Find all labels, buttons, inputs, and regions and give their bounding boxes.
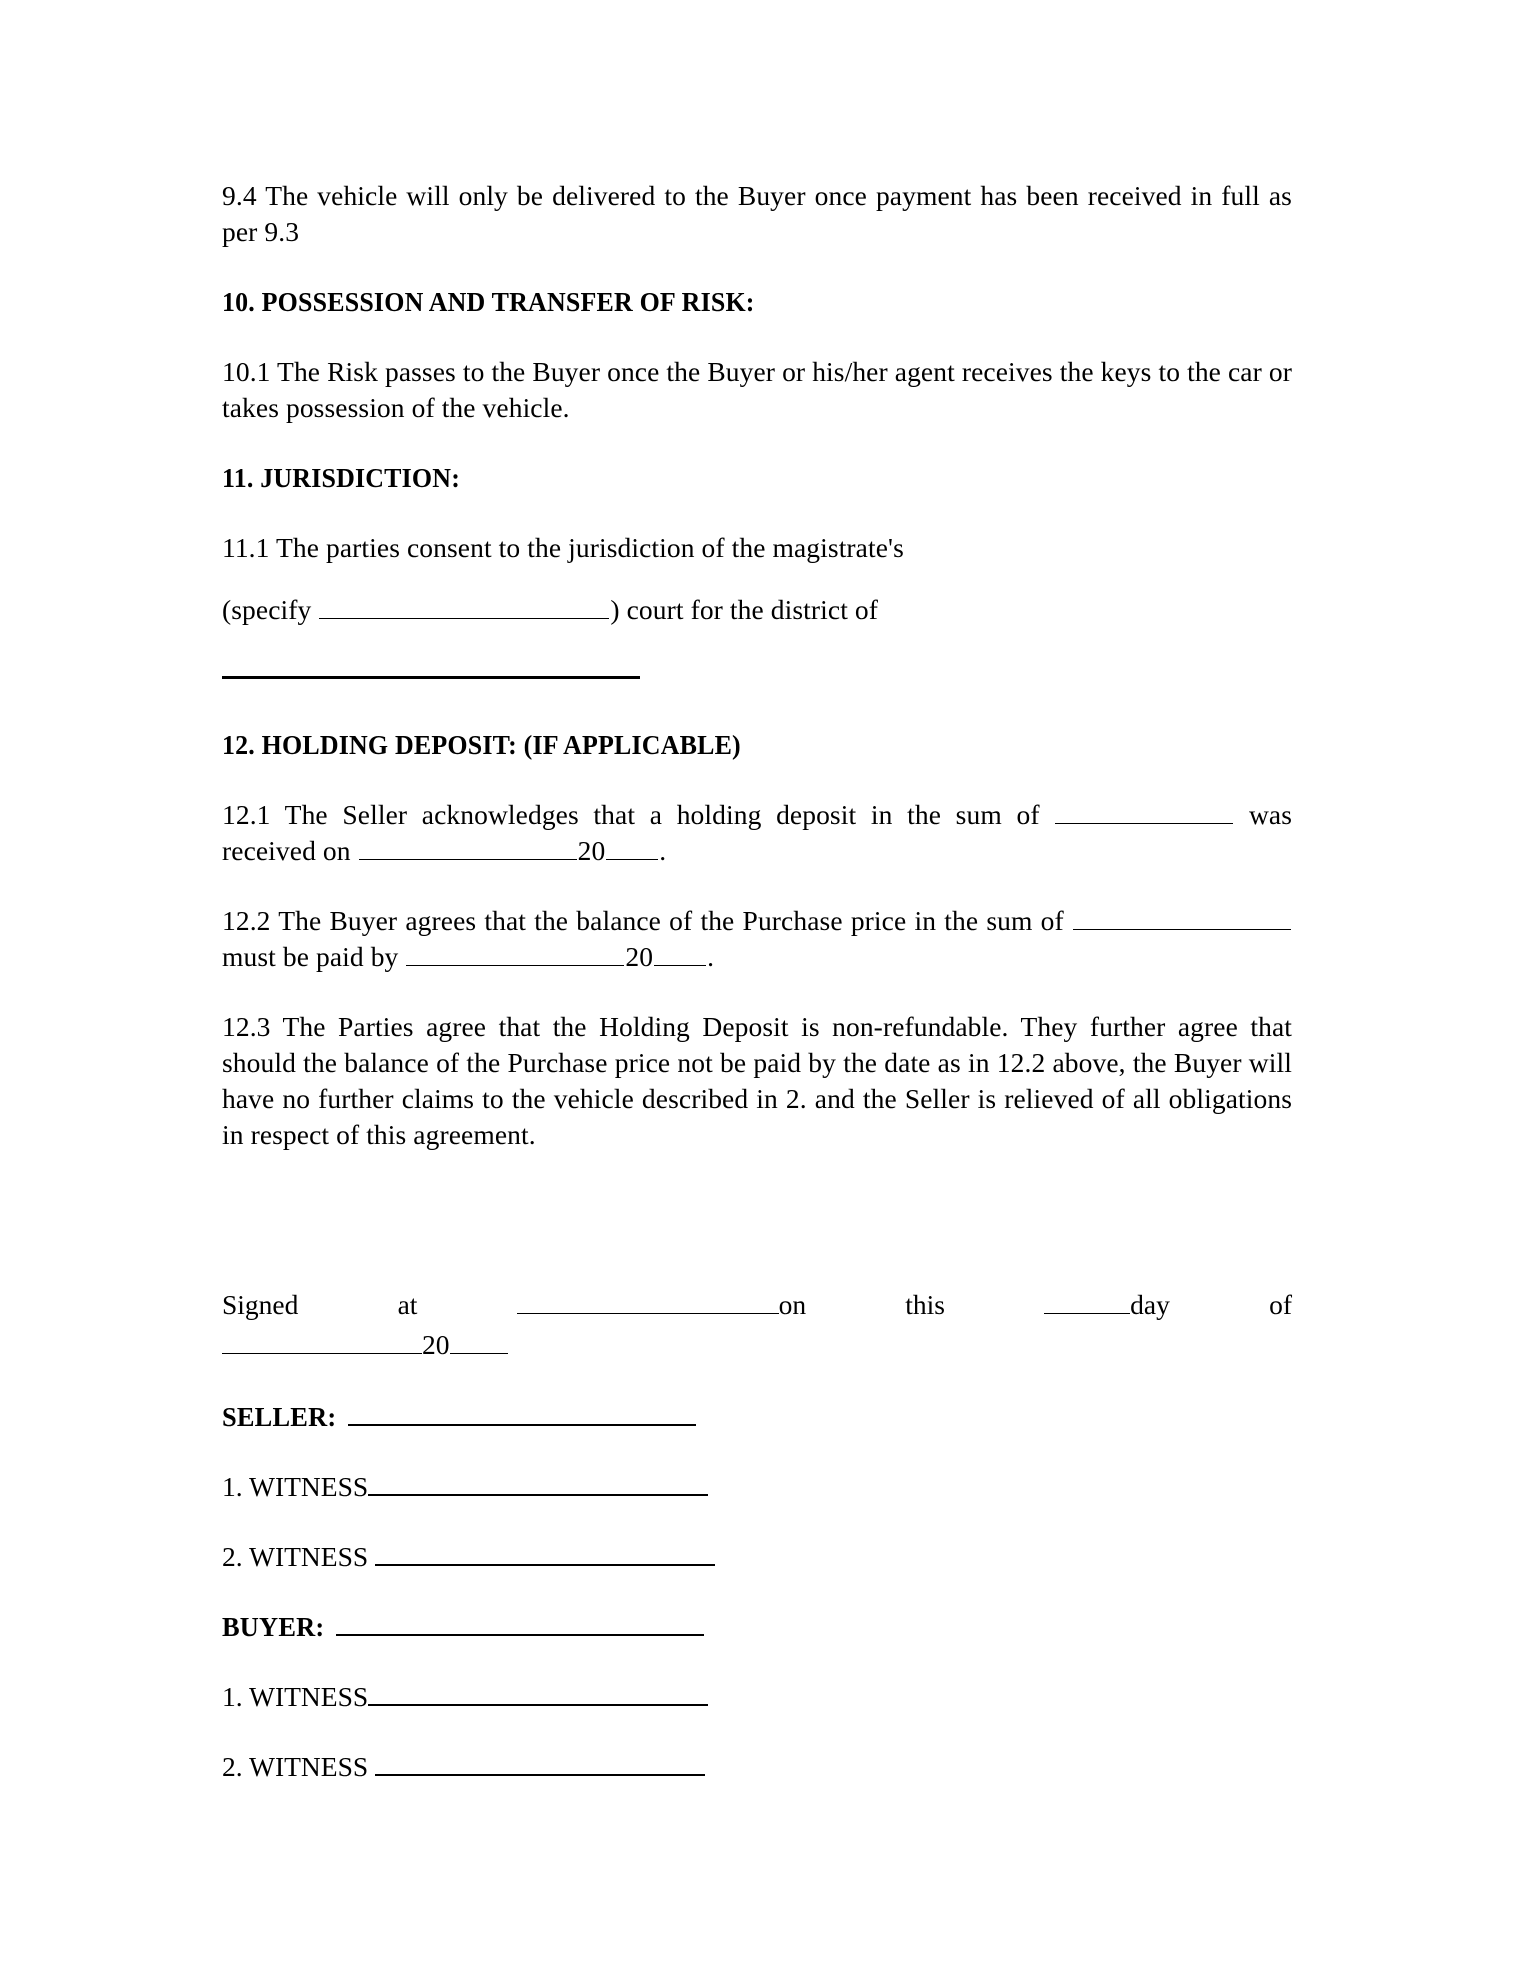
- buyer-witness-1-blank[interactable]: [368, 1689, 708, 1706]
- buyer-label: BUYER:: [222, 1611, 325, 1642]
- this-label: this: [905, 1289, 945, 1320]
- spacer: [222, 1435, 1292, 1469]
- buyer-witness-1-row: [222, 1679, 1292, 1715]
- signed-month-blank[interactable]: [222, 1328, 422, 1354]
- buyer-witness-2-label: 2. WITNESS: [222, 1751, 369, 1782]
- heading-section-10: 10. POSSESSION AND TRANSFER OF RISK:: [222, 287, 755, 317]
- spacer: [222, 496, 1292, 530]
- signed-at-line: [222, 1285, 1292, 1325]
- specify-suffix-label: ) court for the district of: [610, 594, 879, 625]
- clause-12-2: [222, 903, 1292, 975]
- clause-12-1: [222, 797, 1292, 869]
- of-label: of: [1269, 1289, 1292, 1320]
- spacer: [222, 679, 1292, 727]
- clause-10-1: 10.1 The Risk passes to the Buyer once the Buyer or his/her agent receives the keys to the car or takes possession of the vehicle.: [222, 356, 1292, 423]
- clause-12-2-period: .: [707, 941, 715, 972]
- spacer: [222, 628, 1292, 676]
- balance-amount-blank[interactable]: [1073, 904, 1291, 930]
- spacer: [222, 250, 1292, 284]
- buyer-witness-2-row: [222, 1749, 1292, 1785]
- signed-label: Signed: [222, 1289, 299, 1320]
- clause-12-1-year-prefix: 20: [577, 835, 606, 866]
- clause-12-2-text-2: must be paid by: [222, 941, 399, 972]
- seller-signature-row: [222, 1399, 1292, 1435]
- spacer: [222, 975, 1292, 1009]
- spacer: [222, 1575, 1292, 1609]
- clause-12-1-text-2: was received on: [222, 799, 1293, 866]
- balance-year-blank[interactable]: [654, 940, 706, 966]
- signed-day-blank[interactable]: [1044, 1288, 1130, 1314]
- at-label: at: [397, 1289, 418, 1320]
- balance-due-date-blank[interactable]: [406, 940, 624, 966]
- clause-9-4: 9.4 The vehicle will only be delivered to the Buyer once payment has been received in full as per 9.3: [222, 180, 1292, 247]
- buyer-witness-1-label: 1. WITNESS: [222, 1681, 369, 1712]
- spacer: [222, 1249, 1292, 1285]
- specify-court-blank[interactable]: [319, 593, 609, 619]
- holding-deposit-year-blank[interactable]: [606, 834, 658, 860]
- seller-witness-2-row: [222, 1539, 1292, 1575]
- buyer-signature-blank[interactable]: [336, 1619, 704, 1636]
- spacer: [222, 1153, 1292, 1249]
- clause-12-2-text-1: 12.2 The Buyer agrees that the balance of the Purchase price in the sum of: [222, 905, 1064, 936]
- clause-11-1: 11.1 The parties consent to the jurisdiction of the magistrate's: [222, 532, 904, 563]
- signed-date-line: [222, 1325, 1292, 1365]
- seller-witness-1-label: 1. WITNESS: [222, 1471, 369, 1502]
- signed-place-blank[interactable]: [517, 1288, 779, 1314]
- buyer-witness-2-blank[interactable]: [375, 1759, 705, 1776]
- heading-section-12: 12. HOLDING DEPOSIT: (IF APPLICABLE): [222, 730, 741, 760]
- seller-witness-2-label: 2. WITNESS: [222, 1541, 369, 1572]
- spacer: [222, 1645, 1292, 1679]
- holding-deposit-amount-blank[interactable]: [1055, 798, 1233, 824]
- clause-11-1-specify: [222, 592, 1292, 628]
- seller-witness-2-blank[interactable]: [375, 1549, 715, 1566]
- spacer: [222, 763, 1292, 797]
- clause-12-3: 12.3 The Parties agree that the Holding Deposit is non-refundable. They further agree that should the balance of the Purchase price not be paid by the date as in 12.2 above, the Buyer will have no further claims to the vehicle described in 2. and the Seller is relieved of all obligations in respect of this agreement.: [222, 1011, 1292, 1150]
- spacer: [222, 426, 1292, 460]
- heading-section-11: 11. JURISDICTION:: [222, 463, 461, 493]
- spacer: [222, 869, 1292, 903]
- spacer: [222, 1505, 1292, 1539]
- holding-deposit-date-blank[interactable]: [359, 834, 577, 860]
- signed-year-prefix: 20: [422, 1329, 450, 1360]
- signed-year-blank[interactable]: [450, 1328, 508, 1354]
- spacer: [222, 320, 1292, 354]
- seller-witness-1-blank[interactable]: [368, 1479, 708, 1496]
- seller-witness-1-row: [222, 1469, 1292, 1505]
- spacer: [222, 1715, 1292, 1749]
- clause-12-2-year-prefix: 20: [625, 941, 654, 972]
- seller-label: SELLER:: [222, 1401, 337, 1432]
- day-label: day: [1130, 1289, 1170, 1320]
- spacer: [222, 566, 1292, 592]
- clause-12-1-text-1: 12.1 The Seller acknowledges that a holding deposit in the sum of: [222, 799, 1040, 830]
- seller-signature-blank[interactable]: [348, 1409, 696, 1426]
- document-content: [222, 178, 1292, 1785]
- clause-12-1-period: .: [659, 835, 667, 866]
- specify-prefix-label: (specify: [222, 594, 312, 625]
- buyer-signature-row: [222, 1609, 1292, 1645]
- on-label: on: [778, 1289, 807, 1320]
- spacer: [222, 1365, 1292, 1399]
